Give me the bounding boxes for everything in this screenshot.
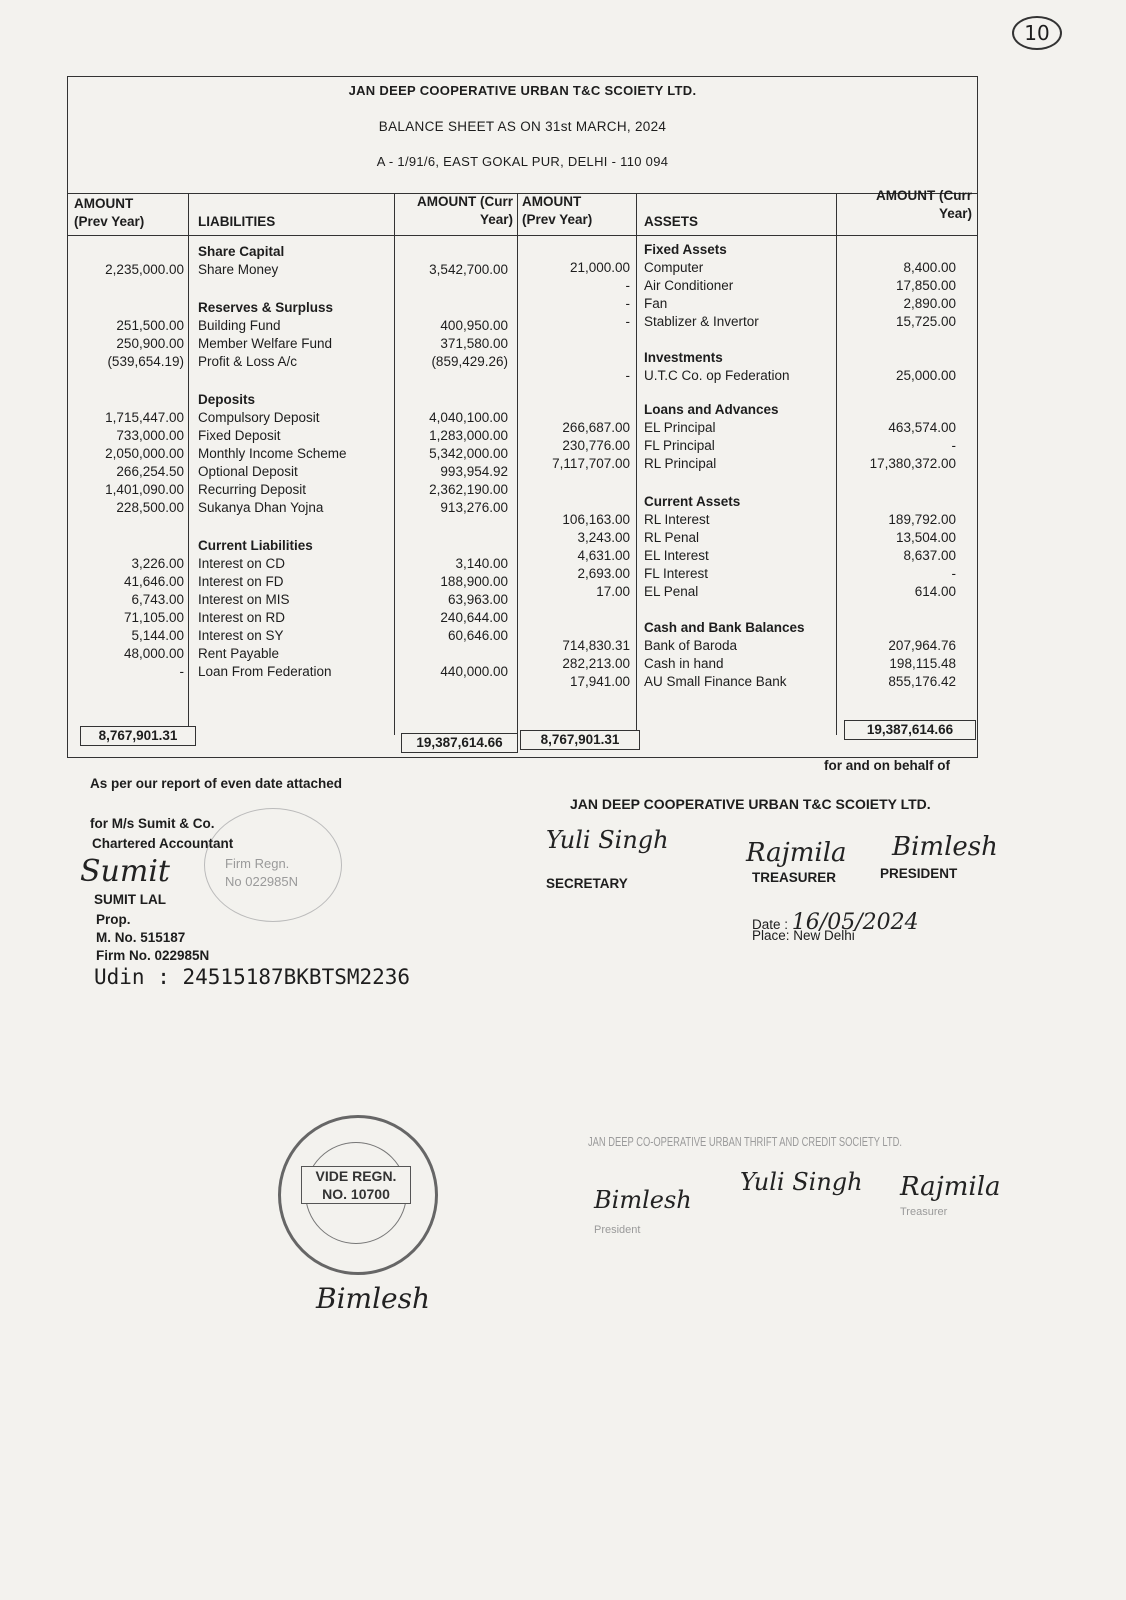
seal-block-treasurer-label: Treasurer — [900, 1206, 948, 1218]
ca-signature: Sumit — [80, 854, 170, 889]
asset-curr-amount: 17,380,372.00 — [869, 456, 956, 471]
liability-prev-amount: 250,900.00 — [116, 336, 184, 351]
liability-curr-amount: 4,040,100.00 — [429, 410, 508, 425]
asset-curr-amount: 207,964.76 — [888, 638, 956, 653]
asset-curr-amount: 614.00 — [914, 584, 956, 599]
asset-label: AU Small Finance Bank — [644, 674, 787, 689]
asset-label: FL Interest — [644, 566, 709, 581]
firm-stamp: Firm Regn. No 022985N — [204, 808, 342, 922]
liability-prev-amount: 2,050,000.00 — [105, 446, 184, 461]
liability-curr-amount: 1,283,000.00 — [429, 428, 508, 443]
column-header-rule — [68, 235, 977, 236]
liability-curr-amount: (859,429.26) — [431, 354, 508, 369]
liability-label: Loan From Federation — [198, 664, 332, 679]
liability-label: Profit & Loss A/c — [198, 354, 298, 369]
liability-label: Recurring Deposit — [198, 482, 307, 497]
liability-prev-amount: (539,654.19) — [107, 354, 184, 369]
liability-prev-amount: 5,144.00 — [131, 628, 184, 643]
liability-curr-amount: 2,362,190.00 — [429, 482, 508, 497]
liability-curr-amount: 240,644.00 — [440, 610, 508, 625]
asset-label: RL Penal — [644, 530, 700, 545]
asset-prev-amount: 230,776.00 — [562, 438, 630, 453]
asset-label: RL Principal — [644, 456, 717, 471]
asset-curr-amount: 2,890.00 — [903, 296, 956, 311]
asset-curr-amount: 17,850.00 — [895, 278, 956, 293]
report-note: As per our report of even date attached — [90, 776, 343, 791]
seal-registration: VIDE REGN. NO. 10700 — [301, 1166, 411, 1204]
asset-prev-amount: 282,213.00 — [562, 656, 630, 671]
liability-curr-amount: 60,646.00 — [447, 628, 508, 643]
total-liab-prev: 8,767,901.31 — [80, 726, 196, 746]
asset-curr-amount: 855,176.42 — [888, 674, 956, 689]
secretary-signature: Yuli Singh — [546, 826, 669, 854]
date: Date : 16/05/2024 — [752, 910, 919, 935]
asset-group-heading: Cash and Bank Balances — [644, 620, 805, 635]
president-label: PRESIDENT — [880, 866, 958, 881]
asset-group-heading: Fixed Assets — [644, 242, 727, 257]
seal-block-president-label: President — [594, 1224, 641, 1236]
column-divider — [517, 193, 518, 735]
liability-curr-amount: 913,276.00 — [440, 500, 508, 515]
liability-label: Compulsory Deposit — [198, 410, 320, 425]
liability-prev-amount: 251,500.00 — [116, 318, 184, 333]
liability-curr-amount: 63,963.00 — [447, 592, 508, 607]
asset-prev-amount: - — [625, 314, 630, 329]
liability-curr-amount: 3,542,700.00 — [429, 262, 508, 277]
column-divider — [394, 193, 395, 735]
liability-prev-amount: 71,105.00 — [123, 610, 184, 625]
asset-group-heading: Investments — [644, 350, 723, 365]
asset-prev-amount: 7,117,707.00 — [552, 456, 630, 471]
liability-prev-amount: 6,743.00 — [131, 592, 184, 607]
asset-group-heading: Loans and Advances — [644, 402, 779, 417]
ca-prop: Prop. — [96, 912, 131, 927]
total-liab-curr: 19,387,614.66 — [401, 733, 518, 753]
asset-curr-amount: 8,400.00 — [903, 260, 956, 275]
treasurer-signature: Rajmila — [746, 838, 847, 868]
liability-curr-amount: 400,950.00 — [440, 318, 508, 333]
liability-prev-amount: 733,000.00 — [116, 428, 184, 443]
asset-curr-amount: - — [951, 438, 956, 453]
liability-group-heading: Reserves & Surpluss — [198, 300, 334, 315]
asset-label: RL Interest — [644, 512, 710, 527]
balance-sheet-table — [67, 76, 978, 758]
footer-society-name: JAN DEEP COOPERATIVE URBAN T&C SCOIETY LTD. — [570, 796, 931, 812]
asset-label: Computer — [644, 260, 704, 275]
asset-curr-amount: - — [951, 566, 956, 581]
treasurer-label: TREASURER — [752, 870, 837, 885]
asset-prev-amount: - — [625, 368, 630, 383]
liability-curr-amount: 993,954.92 — [440, 464, 508, 479]
seal-block-caption: JAN DEEP CO-OPERATIVE URBAN THRIFT AND CREDIT SOCIETY LTD. — [588, 1134, 902, 1149]
col-curr-year-asset: AMOUNT (Curr Year) — [876, 188, 972, 221]
liability-label: Member Welfare Fund — [198, 336, 333, 351]
asset-prev-amount: 17,941.00 — [569, 674, 630, 689]
society-seal — [278, 1115, 438, 1275]
asset-curr-amount: 25,000.00 — [895, 368, 956, 383]
liability-curr-amount: 371,580.00 — [440, 336, 508, 351]
firm-role: Chartered Accountant — [92, 836, 234, 851]
liability-group-heading: Current Liabilities — [198, 538, 313, 553]
liability-prev-amount: 228,500.00 — [116, 500, 184, 515]
secretary-label: SECRETARY — [546, 876, 628, 891]
liability-label: Interest on FD — [198, 574, 284, 589]
liability-label: Share Money — [198, 262, 279, 277]
liability-curr-amount: 440,000.00 — [440, 664, 508, 679]
col-curr-year-liab: AMOUNT (Curr Year) — [417, 194, 513, 227]
col-liabilities: LIABILITIES — [198, 214, 276, 229]
asset-label: Air Conditioner — [644, 278, 734, 293]
seal-block-treasurer-signature: Rajmila — [900, 1172, 1001, 1202]
asset-curr-amount: 463,574.00 — [888, 420, 956, 435]
ca-firm-no: Firm No. 022985N — [96, 948, 210, 963]
col-prev-year-liab: AMOUNT (Prev Year) — [74, 196, 145, 229]
liability-prev-amount: - — [179, 664, 184, 679]
asset-prev-amount: 21,000.00 — [569, 260, 630, 275]
sheet-title: BALANCE SHEET AS ON 31st MARCH, 2024 — [378, 119, 667, 134]
col-prev-year-asset: AMOUNT (Prev Year) — [522, 194, 593, 227]
asset-prev-amount: 266,687.00 — [562, 420, 630, 435]
liability-prev-amount: 48,000.00 — [123, 646, 184, 661]
liability-group-heading: Deposits — [198, 392, 256, 407]
asset-curr-amount: 198,115.48 — [889, 656, 956, 671]
asset-label: EL Principal — [644, 420, 716, 435]
asset-prev-amount: 714,830.31 — [562, 638, 630, 653]
asset-label: EL Interest — [644, 548, 709, 563]
liability-label: Building Fund — [198, 318, 281, 333]
asset-prev-amount: 2,693.00 — [577, 566, 630, 581]
udin: Udin : 24515187BKBTSM2236 — [94, 965, 411, 989]
liability-label: Interest on MIS — [198, 592, 290, 607]
society-name: JAN DEEP COOPERATIVE URBAN T&C SCOIETY LTD. — [348, 83, 697, 98]
liability-prev-amount: 2,235,000.00 — [105, 262, 184, 277]
liability-prev-amount: 41,646.00 — [123, 574, 184, 589]
asset-prev-amount: 106,163.00 — [562, 512, 630, 527]
asset-prev-amount: 3,243.00 — [577, 530, 630, 545]
page-number: 10 — [1012, 16, 1062, 50]
liability-prev-amount: 1,401,090.00 — [105, 482, 184, 497]
liability-group-heading: Share Capital — [198, 244, 285, 259]
asset-prev-amount: 17.00 — [596, 584, 630, 599]
asset-label: EL Penal — [644, 584, 699, 599]
president-signature: Bimlesh — [892, 832, 998, 862]
liability-label: Optional Deposit — [198, 464, 298, 479]
liability-label: Sukanya Dhan Yojna — [198, 500, 324, 515]
behalf-note: for and on behalf of — [824, 758, 950, 773]
asset-label: Bank of Baroda — [644, 638, 738, 653]
asset-curr-amount: 15,725.00 — [895, 314, 956, 329]
asset-label: FL Principal — [644, 438, 715, 453]
seal-block-president-signature: Bimlesh — [594, 1186, 692, 1214]
liability-curr-amount: 188,900.00 — [440, 574, 508, 589]
asset-label: Cash in hand — [644, 656, 724, 671]
asset-label: Stablizer & Invertor — [644, 314, 759, 329]
liability-curr-amount: 3,140.00 — [455, 556, 508, 571]
firm-for: for M/s Sumit & Co. — [90, 816, 215, 831]
liability-curr-amount: 5,342,000.00 — [429, 446, 508, 461]
column-divider — [836, 193, 837, 735]
asset-prev-amount: - — [625, 296, 630, 311]
liability-label: Monthly Income Scheme — [198, 446, 347, 461]
seal-block-secretary-signature: Yuli Singh — [740, 1168, 863, 1196]
total-asset-curr: 19,387,614.66 — [844, 720, 976, 740]
society-address: A - 1/91/6, EAST GOKAL PUR, DELHI - 110 094 — [376, 154, 669, 169]
asset-curr-amount: 8,637.00 — [903, 548, 956, 563]
asset-label: Fan — [644, 296, 668, 311]
liability-label: Interest on SY — [198, 628, 284, 643]
column-divider — [636, 193, 637, 735]
liability-label: Rent Payable — [198, 646, 280, 661]
asset-label: U.T.C Co. op Federation — [644, 368, 790, 383]
col-assets: ASSETS — [644, 214, 699, 229]
asset-curr-amount: 13,504.00 — [895, 530, 956, 545]
ca-membership-no: M. No. 515187 — [96, 930, 186, 945]
liability-prev-amount: 266,254.50 — [116, 464, 184, 479]
asset-prev-amount: - — [625, 278, 630, 293]
asset-curr-amount: 189,792.00 — [888, 512, 956, 527]
total-asset-prev: 8,767,901.31 — [520, 730, 640, 750]
liability-prev-amount: 1,715,447.00 — [105, 410, 184, 425]
liability-prev-amount: 3,226.00 — [131, 556, 184, 571]
seal-signature: Bimlesh — [316, 1282, 431, 1315]
liability-label: Interest on CD — [198, 556, 286, 571]
liability-label: Fixed Deposit — [198, 428, 281, 443]
liability-label: Interest on RD — [198, 610, 286, 625]
asset-group-heading: Current Assets — [644, 494, 741, 509]
place: Place: New Delhi — [752, 928, 855, 943]
asset-prev-amount: 4,631.00 — [577, 548, 630, 563]
ca-name: SUMIT LAL — [94, 892, 166, 907]
column-divider — [188, 193, 189, 735]
